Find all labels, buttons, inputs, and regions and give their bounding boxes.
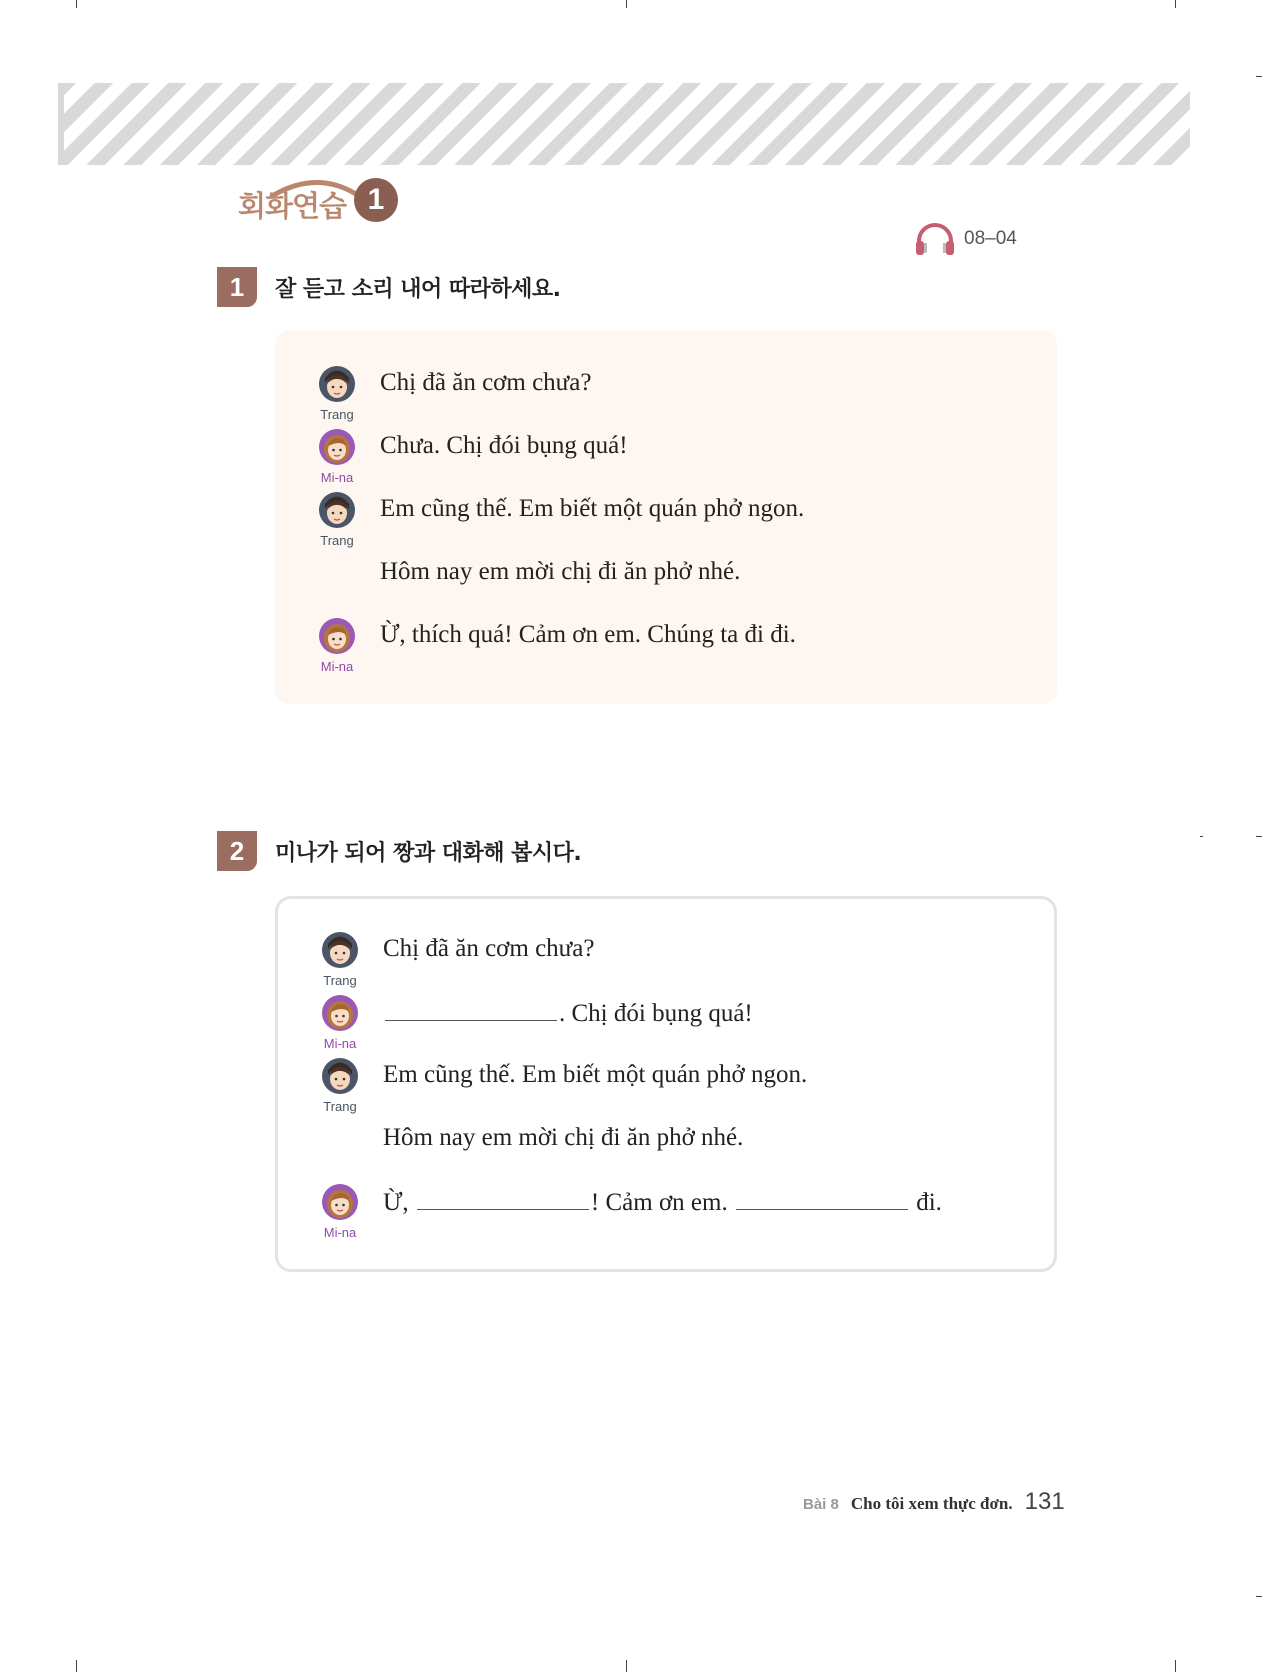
audio-track[interactable]	[914, 222, 1017, 256]
dialogue-line	[275, 365, 1057, 425]
crop-mark	[1256, 1596, 1262, 1597]
exercise-instruction: 잘 듣고 소리 내어 따라하세요.	[275, 276, 561, 302]
dialogue-text: Hôm nay em mời chị đi ăn phở nhé.	[383, 1124, 744, 1151]
dialogue-text: Chị đã ăn cơm chưa?	[383, 935, 595, 962]
speaker-trang	[311, 365, 363, 422]
headphones-icon	[914, 222, 956, 256]
fill-in-blank[interactable]	[736, 1187, 908, 1210]
speaker-name: Trang	[320, 533, 354, 548]
fill-in-blank[interactable]	[417, 1187, 589, 1210]
dialogue-text-part: đi.	[916, 1189, 942, 1216]
dialogue-text: Em cũng thế. Em biết một quán phở ngon.	[380, 495, 805, 522]
crop-mark	[1256, 76, 1262, 77]
speaker-name: Mi-na	[323, 1225, 357, 1240]
dialogue-text-part: Ừ,	[383, 1189, 409, 1216]
speaker-mina	[314, 994, 366, 1051]
crop-mark	[1175, 1660, 1176, 1672]
dialogue-line	[278, 1183, 1054, 1243]
exercise-number: 2	[217, 831, 257, 871]
page-number: 131	[1024, 1488, 1065, 1515]
speaker-mina	[314, 1183, 366, 1240]
dialogue-text: Chưa. Chị đói bụng quá!	[380, 432, 628, 459]
crop-mark	[1200, 836, 1203, 837]
dialogue-line	[278, 994, 1054, 1054]
trang-avatar-icon	[321, 1057, 359, 1095]
section-title	[236, 178, 436, 238]
dialogue-text: Em cũng thế. Em biết một quán phở ngon.	[383, 1061, 808, 1088]
dialogue-text: Hôm nay em mời chị đi ăn phở nhé.	[380, 558, 741, 585]
mina-avatar-icon	[318, 617, 356, 655]
speaker-mina	[311, 428, 363, 485]
section-number-badge: 1	[354, 178, 398, 222]
speaker-name: Mi-na	[320, 470, 354, 485]
crop-mark	[626, 1660, 627, 1672]
fill-in-blank[interactable]	[385, 998, 557, 1021]
footer-title: Cho tôi xem thực đơn.	[850, 1494, 1013, 1513]
dialogue-text: Ừ, thích quá! Cảm ơn em. Chúng ta đi đi.	[380, 621, 796, 648]
exercise-2-dialogue-box	[275, 896, 1057, 1272]
mina-avatar-icon	[318, 428, 356, 466]
speaker-name: Trang	[320, 407, 354, 422]
dialogue-text	[383, 998, 753, 1028]
dialogue-line	[275, 491, 1057, 551]
speaker-trang	[311, 491, 363, 548]
crop-mark	[76, 1660, 77, 1672]
dialogue-text	[383, 1187, 942, 1217]
trang-avatar-icon	[321, 931, 359, 969]
crop-mark	[76, 0, 77, 8]
dialogue-line	[278, 1120, 1054, 1180]
exercise-2-heading	[217, 831, 581, 871]
dialogue-text-part: . Chị đói bụng quá!	[559, 1000, 753, 1027]
speaker-trang	[314, 931, 366, 988]
crop-mark	[1175, 0, 1176, 8]
speaker-name: Mi-na	[323, 1036, 357, 1051]
dialogue-text-part: ! Cảm ơn em.	[590, 1189, 728, 1216]
exercise-instruction: 미나가 되어 짱과 대화해 봅시다.	[275, 840, 582, 866]
trang-avatar-icon	[318, 365, 356, 403]
dialogue-line	[275, 428, 1057, 488]
header-stripe-band	[58, 83, 1190, 165]
exercise-1-dialogue-box	[275, 330, 1057, 704]
crop-mark	[626, 0, 627, 8]
section-label: 회화연습	[238, 189, 347, 223]
dialogue-line	[278, 931, 1054, 991]
page-footer	[803, 1488, 1065, 1516]
speaker-name: Mi-na	[320, 659, 354, 674]
crop-mark	[1256, 836, 1262, 837]
dialogue-line	[275, 554, 1057, 614]
mina-avatar-icon	[321, 1183, 359, 1221]
footer-lesson: Bài 8	[803, 1496, 839, 1513]
speaker-trang	[314, 1057, 366, 1114]
dialogue-line	[275, 617, 1057, 677]
trang-avatar-icon	[318, 491, 356, 529]
exercise-number: 1	[217, 267, 257, 307]
speaker-mina	[311, 617, 363, 674]
exercise-1-heading	[217, 267, 561, 307]
audio-track-code: 08–04	[964, 228, 1017, 249]
dialogue-line	[278, 1057, 1054, 1117]
speaker-name: Trang	[323, 1099, 357, 1114]
dialogue-text: Chị đã ăn cơm chưa?	[380, 369, 592, 396]
mina-avatar-icon	[321, 994, 359, 1032]
speaker-name: Trang	[323, 973, 357, 988]
